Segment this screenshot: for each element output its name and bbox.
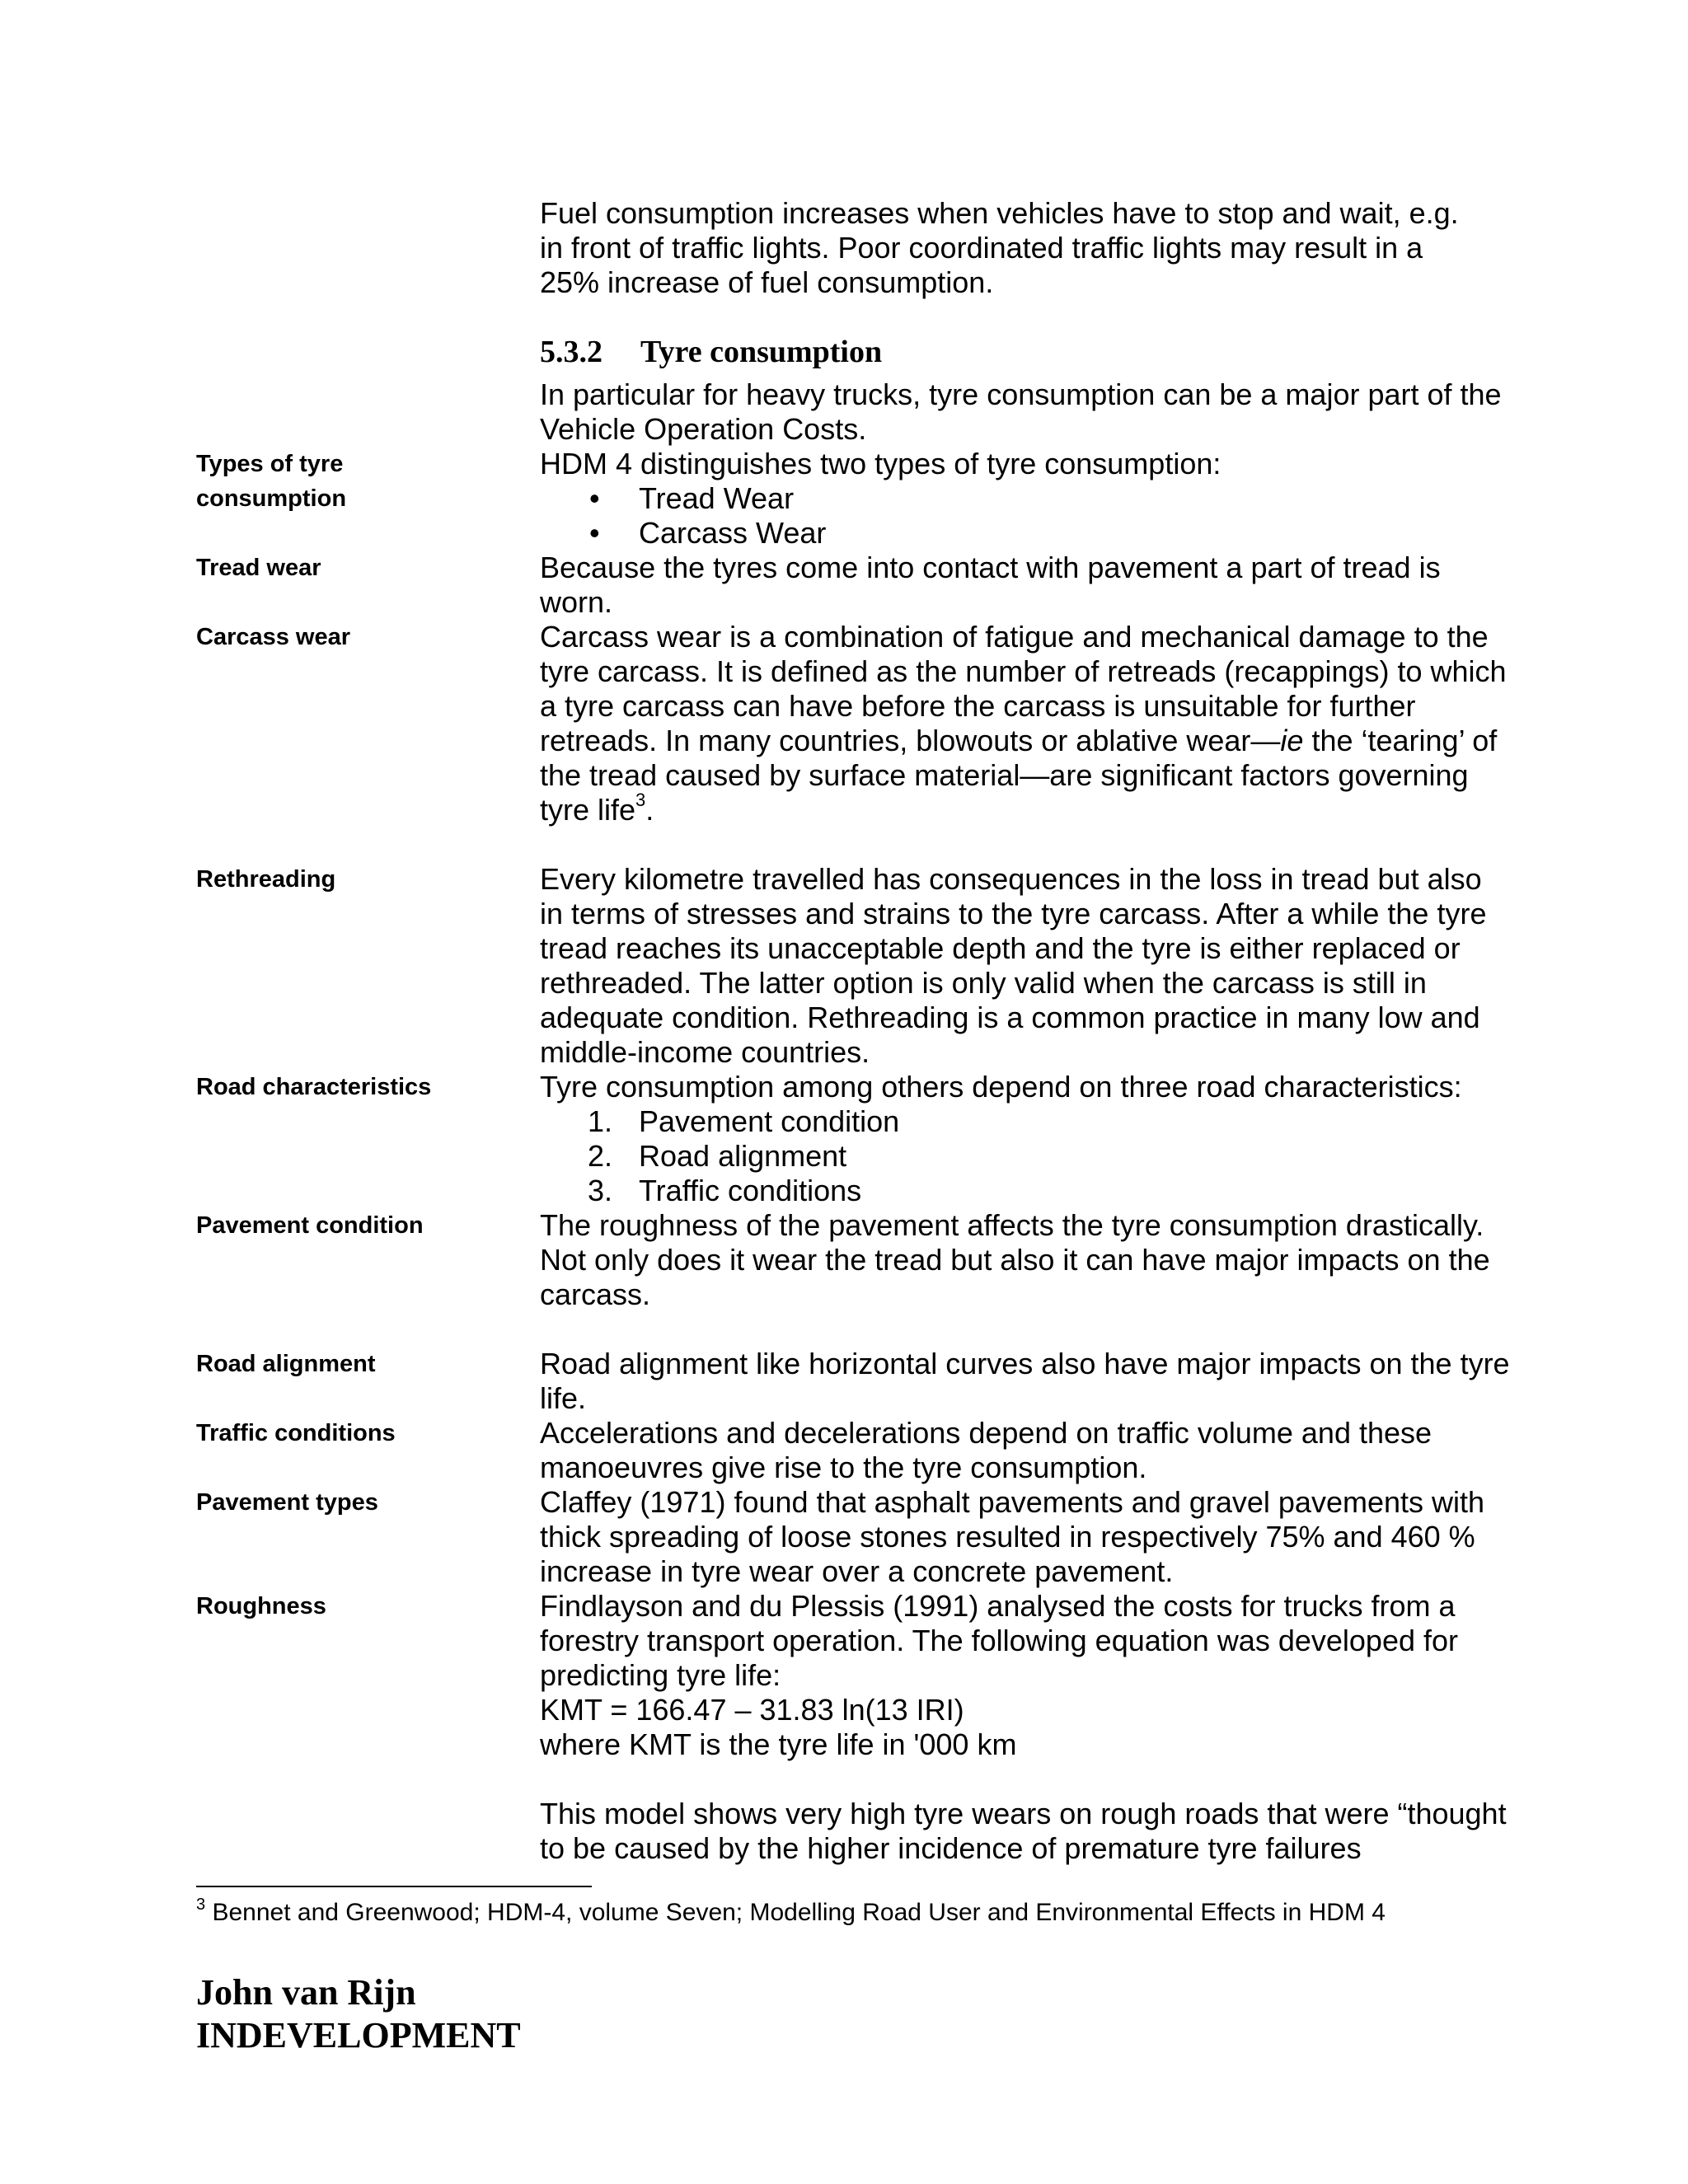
types-block — [540, 447, 1512, 551]
section-number: 5.3.2 — [540, 335, 603, 369]
footnote-rule — [196, 1886, 592, 1887]
intro-line-1: Fuel consumption increases when vehicles have to stop and wait, e.g. — [540, 196, 1459, 230]
road-characteristics-list — [540, 1104, 1512, 1208]
section-title: Tyre consumption — [640, 335, 883, 369]
section-heading — [540, 331, 882, 373]
road-characteristics-intro: Tyre consumption among others depend on three road characteristics: — [540, 1070, 1462, 1104]
bullet-marker: • — [589, 481, 600, 515]
pavement-types-text: Claffey (1971) found that asphalt pavements and gravel pavements with thick spreading of loose stones resulted in respectively 75% and 460 % increase in tyre wear over a concrete pavement. — [540, 1485, 1485, 1588]
footnote-reference[interactable]: 3 — [635, 790, 646, 810]
road-characteristics-block — [540, 1070, 1512, 1208]
margin-note-roughness: Roughness — [196, 1593, 326, 1619]
margin-note-types: Types of tyre consumption — [196, 451, 347, 512]
types-item-label: Carcass Wear — [639, 516, 827, 550]
rethreading-text: Every kilometre travelled has consequences in the loss in tread but also in terms of stresses and strains to the tyre carcass. After a while the tyre tread reaches its unacceptable depth and the tyre is either replaced or rethreaded. The latter option is only valid when the carcass is still in adequate condition. Rethreading is a common practice in many low and middle-income countries. — [540, 862, 1487, 1069]
margin-note-road-characteristics: Road characteristics — [196, 1074, 432, 1100]
roughness-text: Findlayson and du Plessis (1991) analysed the costs for trucks from a forestry transport operation. The following equation was developed for predicting tyre life: — [540, 1589, 1458, 1692]
author-name: John van Rijn — [196, 1972, 416, 2013]
margin-note-rethreading: Rethreading — [196, 866, 336, 893]
footnote-number: 3 — [196, 1896, 206, 1914]
types-intro: HDM 4 distinguishes two types of tyre consumption: — [540, 447, 1221, 480]
bullet-marker: • — [589, 516, 600, 550]
carcass-wear-text — [540, 620, 1512, 827]
list-item — [540, 481, 1512, 516]
list-item — [540, 1139, 1512, 1174]
types-list — [540, 481, 1512, 551]
footnote — [196, 1897, 1515, 1929]
list-item-label: Traffic conditions — [639, 1174, 862, 1207]
list-item-label: Pavement condition — [639, 1104, 900, 1138]
carcass-text-b: the ‘tearing’ of the tread caused by surface material—are significant factors governing tyre life — [540, 724, 1498, 827]
author-block — [196, 1971, 521, 2057]
roughness-block — [540, 1589, 1512, 1866]
section-intro: In particular for heavy trucks, tyre consumption can be a major part of the Vehicle Operation Costs. — [540, 377, 1502, 446]
list-number: 1. — [588, 1104, 613, 1138]
list-item-label: Road alignment — [639, 1139, 847, 1173]
carcass-text-a: Carcass wear is a combination of fatigue and mechanical damage to the tyre carcass. It is defined as the number of retreads (recappings) to which a tyre carcass can have before the carcass is unsuitable for further retreads. In many countries, blowouts or ablative wear— — [540, 620, 1507, 757]
spacer — [540, 1762, 1512, 1797]
margin-note-pavement-condition: Pavement condition — [196, 1212, 424, 1239]
carcass-italic: ie — [1280, 724, 1304, 757]
margin-note-road-alignment: Road alignment — [196, 1351, 376, 1377]
list-item — [540, 1174, 1512, 1208]
margin-note-traffic-conditions: Traffic conditions — [196, 1420, 396, 1446]
margin-note-pavement-types: Pavement types — [196, 1489, 378, 1516]
road-alignment-text: Road alignment like horizontal curves also have major impacts on the tyre life. — [540, 1347, 1510, 1415]
margin-note-carcass-wear: Carcass wear — [196, 624, 351, 650]
list-number: 3. — [588, 1174, 613, 1207]
list-number: 2. — [588, 1139, 613, 1173]
list-item — [540, 516, 1512, 551]
equation-where: where KMT is the tyre life in '000 km — [540, 1727, 1017, 1761]
footnote-text: Bennet and Greenwood; HDM-4, volume Seven; Modelling Road User and Environmental Effects in HDM 4 — [205, 1899, 1386, 1926]
model-text: This model shows very high tyre wears on rough roads that were “thought to be caused by the higher incidence of premature tyre failures — [540, 1797, 1507, 1865]
carcass-text-end: . — [645, 793, 654, 827]
intro-line-3: 25% increase of fuel consumption. — [540, 265, 994, 299]
pavement-condition-text: The roughness of the pavement affects the tyre consumption drastically. Not only does it wear the tread but also it can have major impacts on the carcass. — [540, 1208, 1490, 1311]
intro-line-2: in front of traffic lights. Poor coordinated traffic lights may result in a — [540, 231, 1423, 265]
intro-paragraph — [540, 196, 1512, 300]
author-organization: INDEVELOPMENT — [196, 2015, 521, 2055]
list-item — [540, 1104, 1512, 1139]
types-item-label: Tread Wear — [639, 481, 795, 515]
margin-note-tread-wear: Tread wear — [196, 555, 321, 581]
tread-wear-text: Because the tyres come into contact with pavement a part of tread is worn. — [540, 551, 1441, 619]
tyre-life-equation: KMT = 166.47 – 31.83 ln(13 IRI) — [540, 1693, 964, 1727]
traffic-conditions-text: Accelerations and decelerations depend on traffic volume and these manoeuvres give rise to the tyre consumption. — [540, 1416, 1432, 1484]
